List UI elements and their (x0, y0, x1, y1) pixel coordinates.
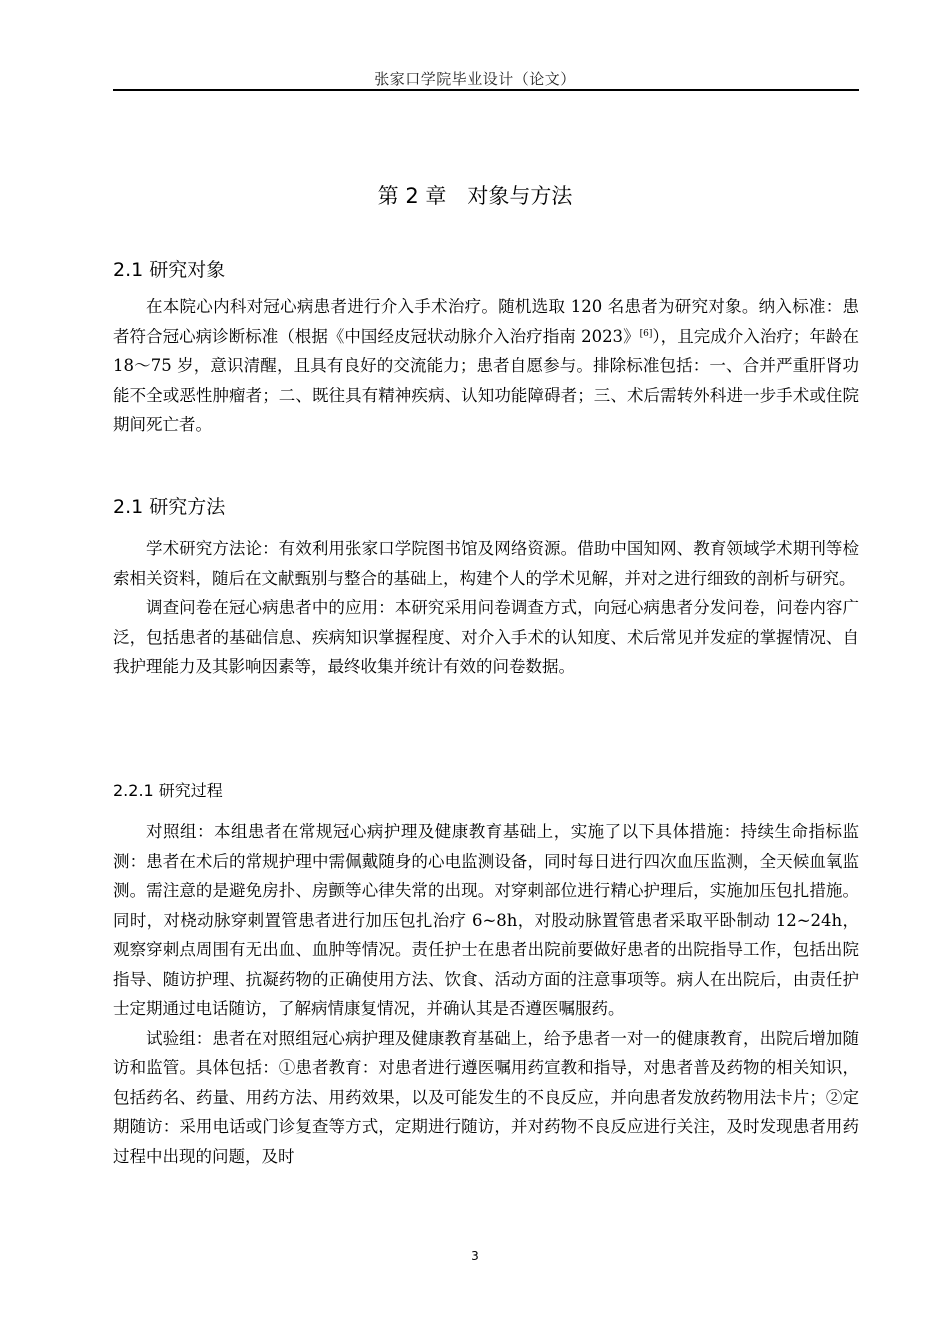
section-title-research-methods: 2.1 研究方法 (113, 496, 226, 518)
paragraph (113, 292, 859, 440)
paragraph: 对照组：本组患者在常规冠心病护理及健康教育基础上，实施了以下具体措施：持续生命指标监测：患者在术后的常规护理中需佩戴随身的心电监测设备，同时每日进行四次血压监测，全天候血氧监测。需注意的是避免房扑、房颤等心律失常的出现。对穿刺部位进行精心护理后，实施加压包扎措施。同时，对桡动脉穿刺置管患者进行加压包扎治疗 6~8h，对股动脉置管患者采取平卧制动 12~24h，观察穿刺点周围有无出血、血肿等情况。责任护士在患者出院前要做好患者的出院指导工作，包括出院指导、随访护理、抗凝药物的正确使用方法、饮食、活动方面的注意事项等。病人在出院后，由责任护士定期通过电话随访，了解病情康复情况，并确认其是否遵医嘱服药。 (113, 822, 859, 1018)
citation-ref: [6] (639, 328, 653, 339)
subsection-title-research-process: 2.2.1 研究过程 (113, 781, 223, 800)
paragraph: 学术研究方法论：有效利用张家口学院图书馆及网络资源。借助中国知网、教育领域学术期刊等检索相关资料，随后在文献甄别与整合的基础上，构建个人的学术见解，并对之进行细致的剖析与研究。 (113, 539, 859, 588)
page-number: 3 (471, 1249, 479, 1263)
paragraph: 调查问卷在冠心病患者中的应用：本研究采用问卷调查方式，向冠心病患者分发问卷，问卷内容广泛，包括患者的基础信息、疾病知识掌握程度、对介入手术的认知度、术后常见并发症的掌握情况、自我护理能力及其影响因素等，最终收集并统计有效的问卷数据。 (113, 598, 859, 676)
running-header: 张家口学院毕业设计（论文） (374, 70, 576, 88)
section-title-research-subjects: 2.1 研究对象 (113, 259, 226, 281)
header-rule (113, 89, 859, 91)
paragraph: 试验组：患者在对照组冠心病护理及健康教育基础上，给予患者一对一的健康教育，出院后增加随访和监管。具体包括：①患者教育：对患者进行遵医嘱用药宣教和指导，对患者普及药物的相关知识，包括药名、药量、用药方法、用药效果，以及可能发生的不良反应，并向患者发放药物用法卡片；②定期随访：采用电话或门诊复查等方式，定期进行随访，并对药物不良反应进行关注，及时发现患者用药过程中出现的问题，及时 (113, 1028, 859, 1166)
section-body-research-methods (113, 534, 859, 682)
chapter-title: 第 2 章 对象与方法 (377, 184, 573, 208)
paragraph-text: 在本院心内科对冠心病患者进行介入手术治疗。随机选取 120 名患者为研究对象。纳入标准：患者符合冠心病诊断标准（根据《中国经皮冠状动脉介入治疗指南 2023》 (113, 297, 859, 346)
subsection-body-research-process (113, 817, 859, 1171)
paragraph-text: ），且完成介入治疗；年龄在 18～75 岁，意识清醒，且具有良好的交流能力；患者自愿参与。排除标准包括：一、合并严重肝肾功能不全或恶性肿瘤者；二、既往具有精神疾病、认知功能障碍者；三、术后需转外科进一步手术或住院期间死亡者。 (113, 326, 859, 434)
section-body-research-subjects (113, 292, 859, 440)
